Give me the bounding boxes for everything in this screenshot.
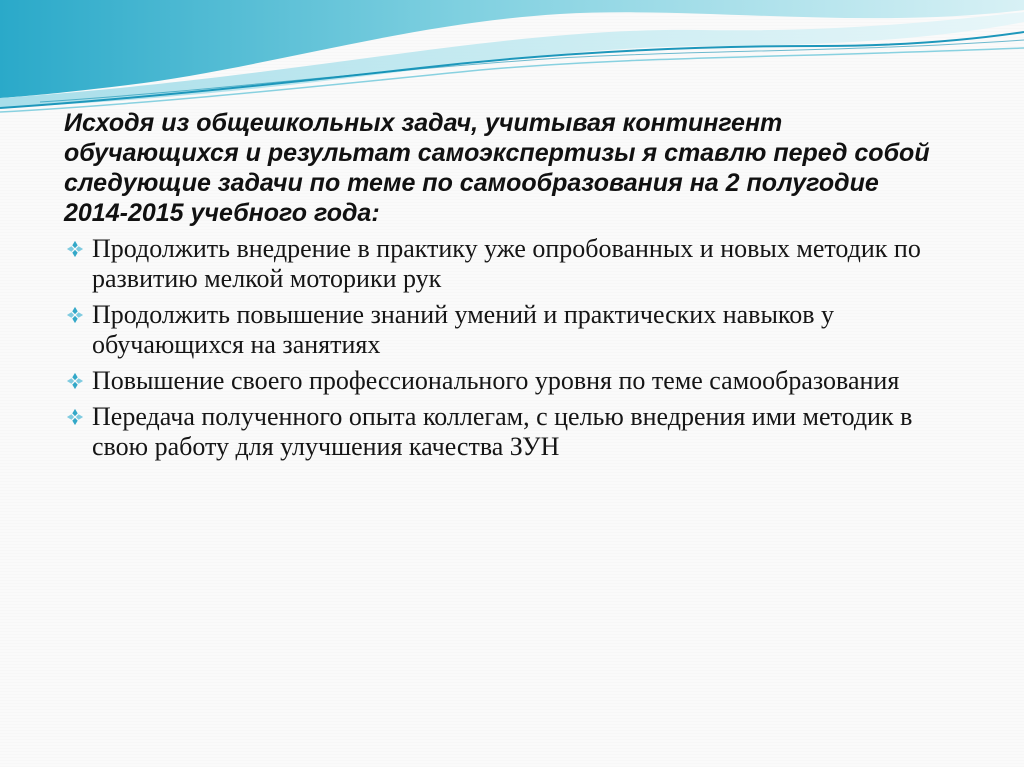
diamond-four-petal-icon — [66, 306, 84, 324]
list-item — [64, 366, 952, 396]
list-item — [64, 402, 952, 462]
header-wave-decoration — [0, 0, 1024, 120]
list-item — [64, 234, 952, 294]
list-item-text: Повышение своего профессионального уровня по теме самообразования — [92, 366, 900, 395]
diamond-four-petal-icon — [66, 240, 84, 258]
list-item-text: Продолжить повышение знаний умений и практических навыков у обучающихся на занятиях — [92, 300, 835, 359]
list-item-text: Продолжить внедрение в практику уже опробованных и новых методик по развитию мелкой моторики рук — [92, 234, 921, 293]
task-list — [64, 234, 964, 462]
list-item — [64, 300, 952, 360]
diamond-four-petal-icon — [66, 408, 84, 426]
intro-paragraph: Исходя из общешкольных задач, учитывая контингент обучающихся и результат самоэкспертизы я ставлю перед собой следующие задачи по теме по самообразования на 2 полугодие 2014-2015 учебного года: — [64, 109, 930, 227]
diamond-four-petal-icon — [66, 372, 84, 390]
slide-content — [64, 108, 964, 462]
list-item-text: Передача полученного опыта коллегам, с целью внедрения ими методик в свою работу для улучшения качества ЗУН — [92, 402, 913, 461]
